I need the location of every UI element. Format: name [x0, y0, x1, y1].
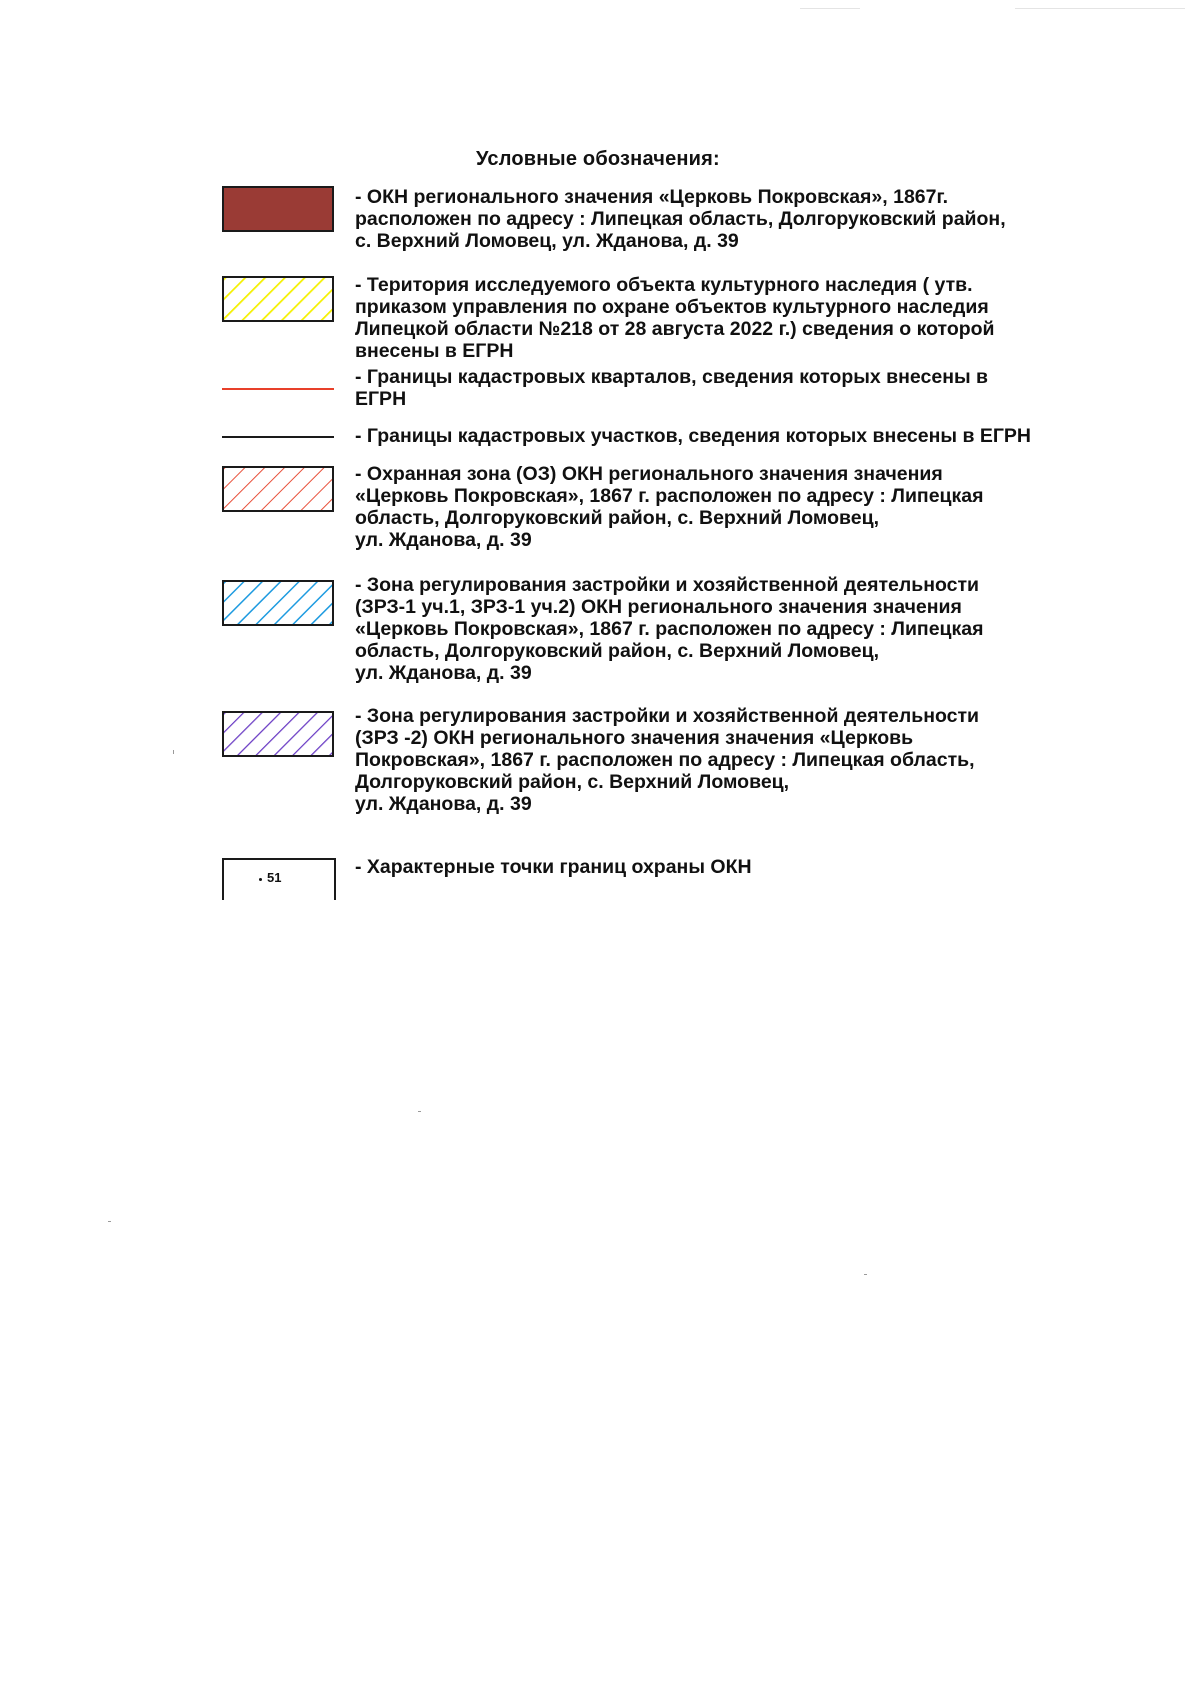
characteristic-points-description: - Характерные точки границ охраны ОКН: [355, 856, 752, 878]
zrz2-hatch-swatch: [222, 711, 334, 757]
cadastral-quarter-description: - Границы кадастровых кварталов, сведения которых внесены в ЕГРН: [355, 366, 989, 410]
okn-solid-fill-swatch: [222, 186, 334, 232]
characteristic-point-swatch: [222, 858, 336, 900]
territory-hatch-swatch: [222, 276, 334, 322]
scan-edge-mark: [1015, 8, 1185, 9]
legend-title: Условные обозначения:: [476, 148, 720, 170]
scan-edge-mark: [800, 8, 860, 9]
cadastral-plot-description: - Границы кадастровых участков, сведения которых внесены в ЕГРН: [355, 425, 1032, 447]
protection-zone-hatch-swatch: [222, 466, 334, 512]
protection-zone-description: - Охранная зона (ОЗ) ОКН регионального значения значения «Церковь Покровская», 1867 г. расположен по адресу : Липецкая область, Долгоруковский район, с. Верхний Ломовец, ул. Жданова, д. 39: [355, 463, 984, 551]
scan-speck: [173, 750, 174, 754]
point-label: 51: [267, 870, 282, 885]
point-marker-icon: [259, 878, 262, 881]
scan-speck: [418, 1111, 421, 1112]
cadastral-quarter-line-swatch: [222, 388, 334, 390]
cadastral-plot-line-swatch: [222, 436, 334, 438]
zrz2-description: - Зона регулирования застройки и хозяйственной деятельности (ЗРЗ -2) ОКН регионального значения значения «Церковь Покровская», 1867 г. расположен по адресу : Липецкая область, Долгоруковский район, с. Верхний Ломовец, ул. Жданова, д. 39: [355, 705, 980, 815]
territory-description: - Територия исследуемого объекта культурного наследия ( утв. приказом управления по охране объектов культурного наследия Липецкой области №218 от 28 августа 2022 г.) сведения о которой внесены в ЕГРН: [355, 274, 995, 362]
scan-speck: [864, 1274, 867, 1275]
okn-description: - ОКН регионального значения «Церковь Покровская», 1867г. расположен по адресу : Липецкая область, Долгоруковский район, с. Верхний Ломовец, ул. Жданова, д. 39: [355, 186, 1006, 252]
zrz1-description: - Зона регулирования застройки и хозяйственной деятельности (ЗРЗ-1 уч.1, ЗРЗ-1 уч.2) ОКН регионального значения значения «Церковь Покровская», 1867 г. расположен по адресу : Липецкая область, Долгоруковский район, с. Верхний Ломовец, ул. Жданова, д. 39: [355, 574, 984, 684]
scan-speck: [108, 1221, 111, 1222]
zrz1-hatch-swatch: [222, 580, 334, 626]
